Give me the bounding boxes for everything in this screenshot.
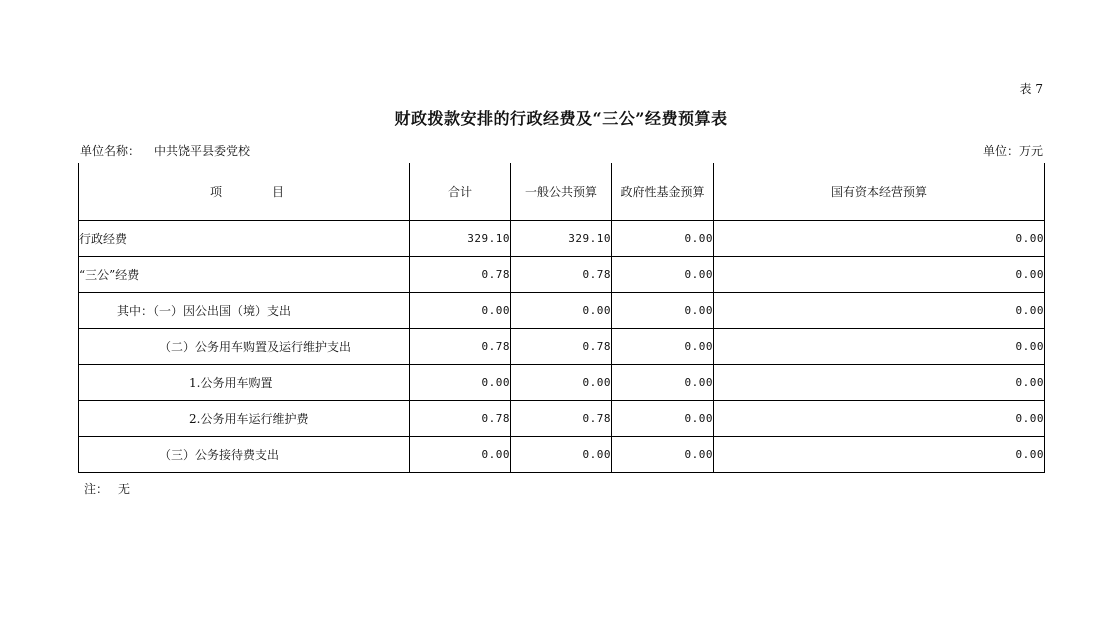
cell-total: 0.78 (410, 329, 511, 365)
table-row (79, 329, 1045, 365)
cell-state-capital: 0.00 (714, 257, 1045, 293)
cell-general: 0.78 (511, 257, 612, 293)
cell-general: 0.78 (511, 329, 612, 365)
cell-total: 0.78 (410, 401, 511, 437)
unit-name-value: 中共饶平县委党校 (154, 144, 251, 158)
unit-name (80, 142, 250, 159)
cell-gov-fund: 0.00 (612, 437, 714, 473)
table-row (79, 221, 1045, 257)
row-label: 行政经费 (79, 221, 410, 257)
row-label: 其中：（一）因公出国（境）支出 (79, 293, 410, 329)
cell-general: 0.00 (511, 437, 612, 473)
cell-total: 0.78 (410, 257, 511, 293)
table-row (79, 365, 1045, 401)
header-item-left: 项 (210, 185, 223, 199)
cell-general: 329.10 (511, 221, 612, 257)
cell-general: 0.00 (511, 365, 612, 401)
footnote (84, 480, 130, 497)
row-label: 1.公务用车购置 (79, 365, 410, 401)
table-row (79, 437, 1045, 473)
table-header-row (79, 163, 1045, 221)
table-row (79, 401, 1045, 437)
cell-gov-fund: 0.00 (612, 221, 714, 257)
row-label: 2.公务用车运行维护费 (79, 401, 410, 437)
cell-gov-fund: 0.00 (612, 365, 714, 401)
row-label: （三）公务接待费支出 (79, 437, 410, 473)
cell-state-capital: 0.00 (714, 401, 1045, 437)
table-number: 表 7 (1019, 82, 1043, 96)
cell-general: 0.78 (511, 401, 612, 437)
table-row (79, 257, 1045, 293)
table-row (79, 293, 1045, 329)
footnote-value: 无 (118, 482, 131, 496)
cell-state-capital: 0.00 (714, 437, 1045, 473)
unit-name-label: 单位名称： (80, 144, 141, 158)
cell-gov-fund: 0.00 (612, 401, 714, 437)
header-item-right: 目 (272, 185, 285, 199)
header-item (79, 163, 410, 221)
cell-gov-fund: 0.00 (612, 329, 714, 365)
cell-gov-fund: 0.00 (612, 257, 714, 293)
cell-state-capital: 0.00 (714, 293, 1045, 329)
header-general-budget: 一般公共预算 (511, 163, 612, 221)
cell-state-capital: 0.00 (714, 365, 1045, 401)
header-total: 合计 (410, 163, 511, 221)
budget-table (78, 163, 1045, 473)
cell-state-capital: 0.00 (714, 221, 1045, 257)
cell-general: 0.00 (511, 293, 612, 329)
row-label: “三公”经费 (79, 257, 410, 293)
currency-unit: 单位：万元 (982, 144, 1043, 158)
header-gov-fund-budget: 政府性基金预算 (612, 163, 714, 221)
row-label: （二）公务用车购置及运行维护支出 (79, 329, 410, 365)
header-state-capital-budget: 国有资本经营预算 (714, 163, 1045, 221)
cell-total: 0.00 (410, 365, 511, 401)
cell-gov-fund: 0.00 (612, 293, 714, 329)
cell-total: 0.00 (410, 437, 511, 473)
cell-total: 0.00 (410, 293, 511, 329)
footnote-label: 注： (84, 482, 109, 496)
cell-total: 329.10 (410, 221, 511, 257)
cell-state-capital: 0.00 (714, 329, 1045, 365)
page-title: 财政拨款安排的行政经费及“三公”经费预算表 (394, 109, 728, 128)
